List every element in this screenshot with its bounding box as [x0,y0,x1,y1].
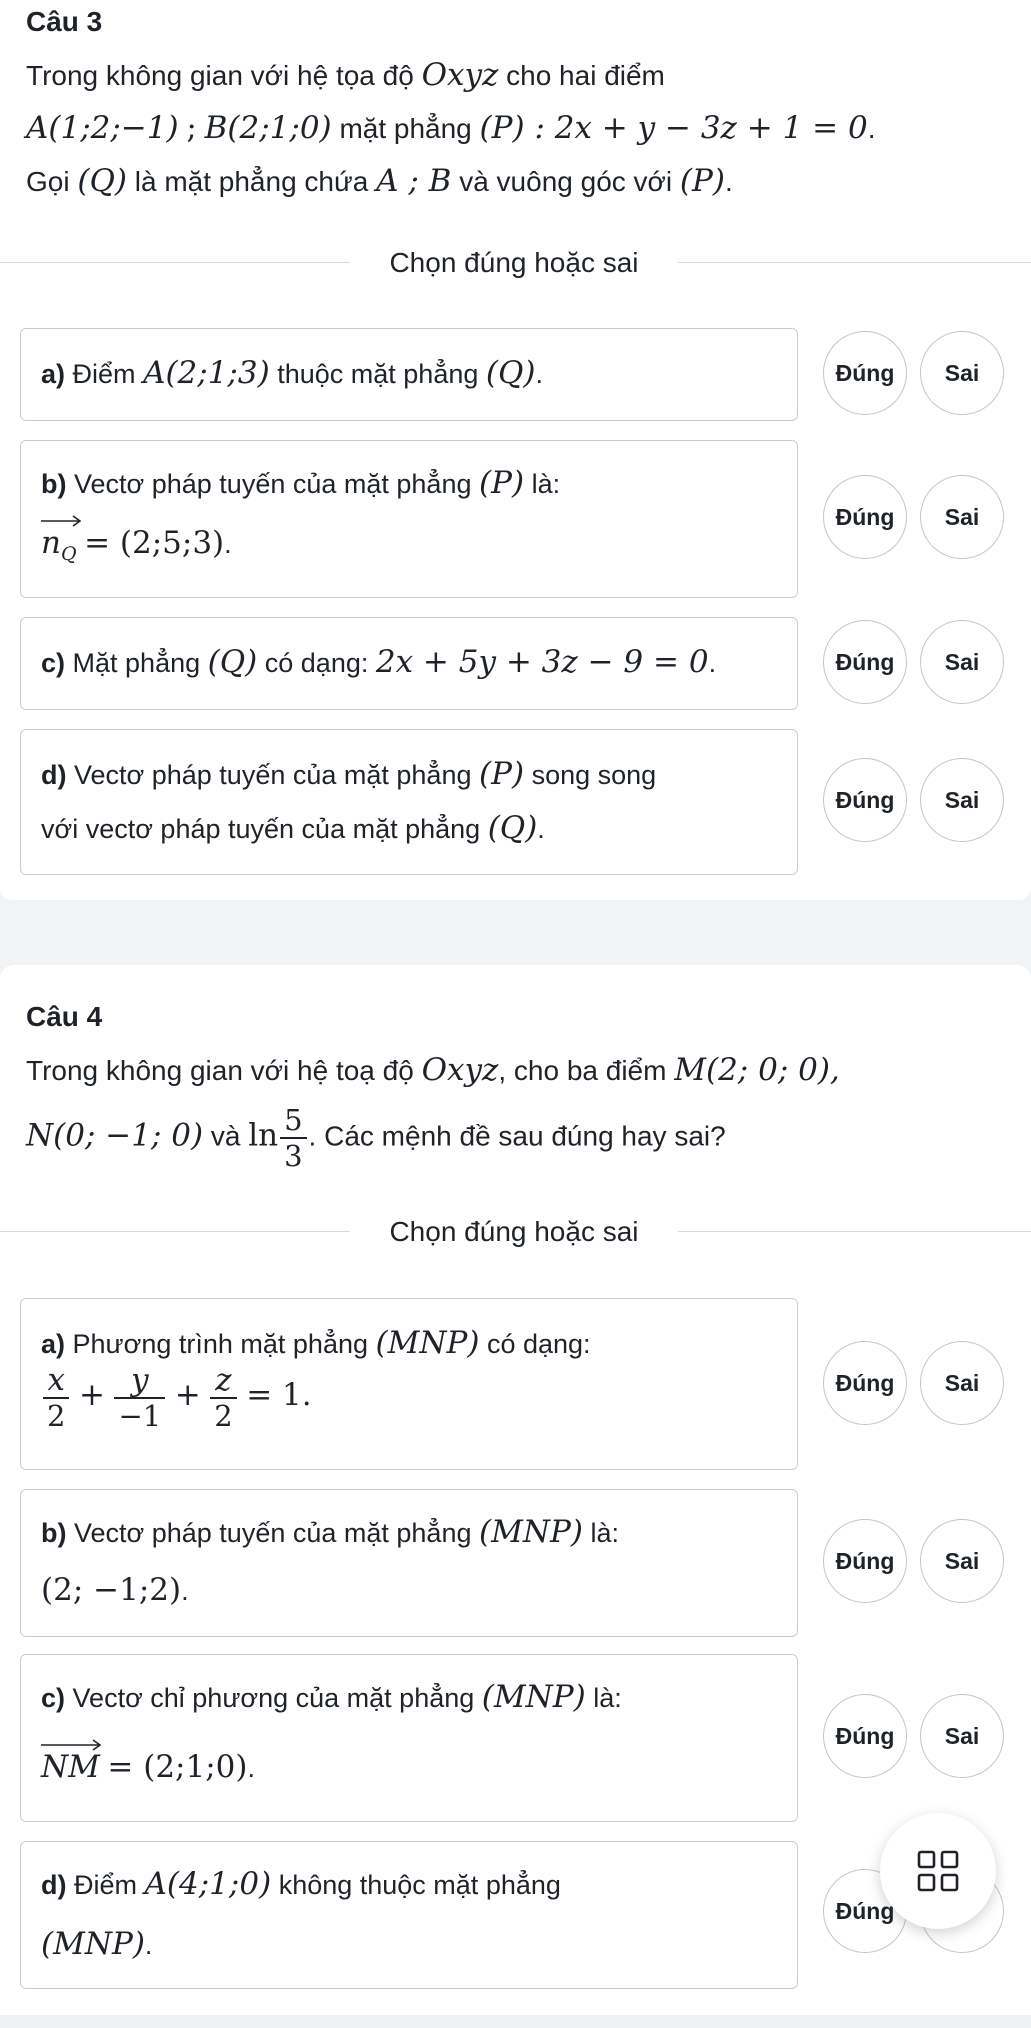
grid-icon [915,1848,961,1894]
false-button-4b[interactable]: Sai [920,1519,1004,1603]
false-button-3b[interactable]: Sai [920,475,1004,559]
question-3-card [0,0,1031,900]
true-button-3b[interactable]: Đúng [823,475,907,559]
vector-nq: $n_Q$ [41,525,77,565]
question-3-title: Câu 3 [26,6,103,37]
false-button-3a[interactable]: Sai [920,331,1004,415]
statement-3c: c) Mặt phẳng (Q) có dạng: 2x + 5y + 3z − 9 = 0. [20,617,798,710]
true-button-3c[interactable]: Đúng [823,620,907,704]
statement-3a: a) Điểm A(2;1;3) thuộc mặt phẳng (Q). [20,328,798,421]
statement-4b: b) Vectơ pháp tuyến của mặt phẳng (MNP) là: (2; −1;2). [20,1489,798,1637]
statement-4d: d) Điểm A(4;1;0) không thuộc mặt phẳng (MNP). [20,1841,798,1989]
fraction-5-3: $\frac{5}{3}$ [280,1103,306,1173]
statement-4a: a) Phương trình mặt phẳng (MNP) có dạng: $\frac{x}{2}$ + $\frac{y}{-1}$ + $\frac{z}{2}$ = 1. [20,1298,798,1470]
true-button-3a[interactable]: Đúng [823,331,907,415]
bottom-background [0,2015,1031,2028]
question-4-title: Câu 4 [26,1001,103,1032]
true-button-4b[interactable]: Đúng [823,1519,907,1603]
false-button-3d[interactable]: Sai [920,758,1004,842]
true-button-4d[interactable]: Đúng [823,1869,907,1953]
vector-nm: NM [41,1749,100,1785]
choose-true-false-divider: Chọn đúng hoặc sai [0,247,1031,277]
choose-true-false-divider-2: Chọn đúng hoặc sai [0,1216,1031,1246]
false-button-4c[interactable]: Sai [920,1694,1004,1778]
true-button-3d[interactable]: Đúng [823,758,907,842]
statement-3d: d) Vectơ pháp tuyến của mặt phẳng (P) song song với vectơ pháp tuyến của mặt phẳng (Q). [20,729,798,875]
false-button-3c[interactable]: Sai [920,620,1004,704]
statement-4c: c) Vectơ chỉ phương của mặt phẳng (MNP) là: NM = (2;1;0). [20,1654,798,1822]
statement-3b: b) Vectơ pháp tuyến của mặt phẳng (P) là: $n_Q$ = (2;5;3). [20,440,798,598]
question-4-text: Trong không gian với hệ toạ độ Oxyz, cho ba điểm M(2; 0; 0), N(0; −1; 0) và ln $\frac{5}{3}$ . Các mệnh đề sau đúng hay sai? [26,1052,840,1173]
false-button-4a[interactable]: Sai [920,1341,1004,1425]
true-button-4a[interactable]: Đúng [823,1341,907,1425]
question-3-text: Trong không gian với hệ tọa độ Oxyz cho hai điểm A(1;2;−1) ; B(2;1;0) mặt phẳng (P) : 2x + y − 3z + 1 = 0. Gọi (Q) là mặt phẳng chứa A ; B và vuông góc với (P). [26,57,876,199]
question-4-card [0,965,1031,2015]
grid-menu-button[interactable] [880,1813,996,1929]
true-button-4c[interactable]: Đúng [823,1694,907,1778]
